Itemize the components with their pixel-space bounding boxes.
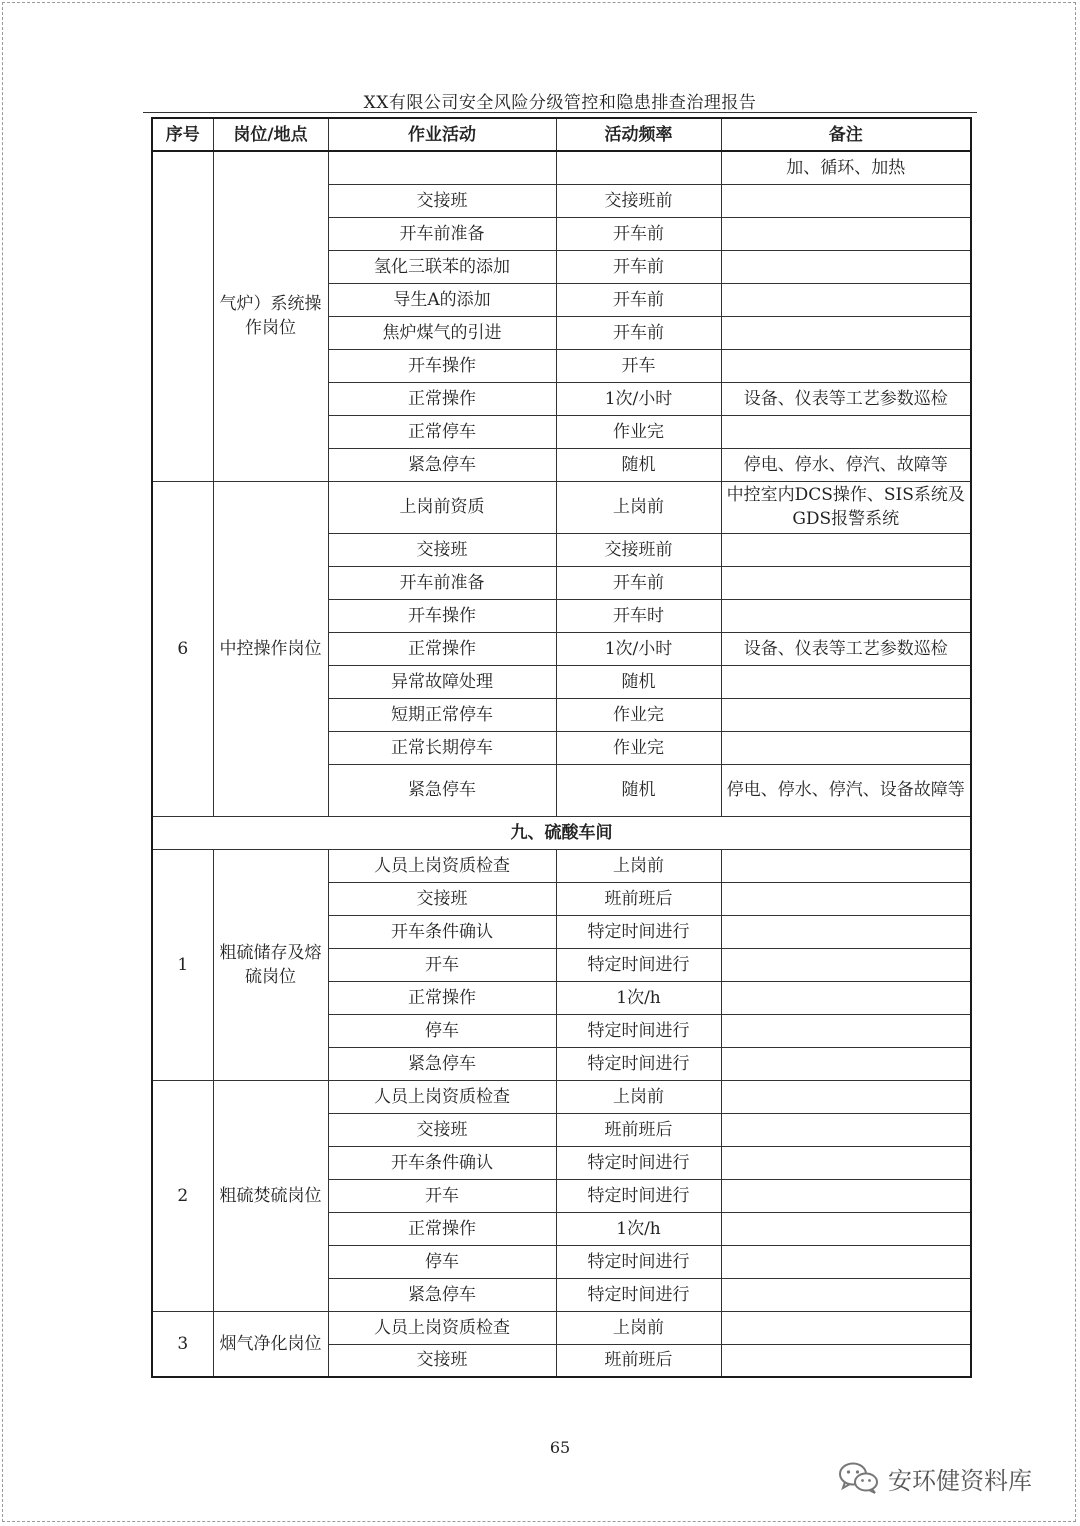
page-number: 65 (549, 1438, 571, 1457)
frequency-cell: 1次/小时 (556, 632, 721, 665)
activity-cell: 交接班 (328, 184, 556, 217)
document-title: XX有限公司安全风险分级管控和隐患排查治理报告 (363, 93, 757, 113)
frequency-cell: 开车 (556, 349, 721, 382)
frequency-cell: 特定时间进行 (556, 1278, 721, 1311)
note-cell (721, 665, 971, 698)
note-cell: 加、循环、加热 (721, 151, 971, 184)
frequency-cell: 随机 (556, 448, 721, 481)
note-cell (721, 1311, 971, 1344)
activity-cell: 正常长期停车 (328, 731, 556, 764)
note-cell: 中控室内DCS操作、SIS系统及GDS报警系统 (721, 481, 971, 533)
frequency-cell: 交接班前 (556, 184, 721, 217)
note-cell (721, 599, 971, 632)
note-cell (721, 882, 971, 915)
section-heading-row (152, 816, 971, 849)
post-location-cell: 粗硫焚硫岗位 (213, 1080, 328, 1311)
serial-number-cell: 1 (152, 849, 213, 1080)
watermark (838, 1460, 1032, 1496)
note-cell: 设备、仪表等工艺参数巡检 (721, 632, 971, 665)
activity-cell: 交接班 (328, 533, 556, 566)
activity-cell: 开车前准备 (328, 566, 556, 599)
frequency-cell: 作业完 (556, 415, 721, 448)
frequency-cell: 班前班后 (556, 1113, 721, 1146)
activity-cell: 焦炉煤气的引进 (328, 316, 556, 349)
frequency-cell: 随机 (556, 665, 721, 698)
note-cell (721, 1146, 971, 1179)
activity-cell: 开车 (328, 948, 556, 981)
column-header: 序号 (152, 118, 213, 151)
activity-cell: 正常操作 (328, 632, 556, 665)
table-row (152, 849, 971, 882)
table-row (152, 151, 971, 184)
frequency-cell: 班前班后 (556, 882, 721, 915)
activity-cell: 交接班 (328, 1344, 556, 1377)
post-location-cell: 中控操作岗位 (213, 481, 328, 816)
frequency-cell: 开车时 (556, 599, 721, 632)
frequency-cell: 作业完 (556, 698, 721, 731)
frequency-cell: 开车前 (556, 250, 721, 283)
frequency-cell: 1次/h (556, 1212, 721, 1245)
frequency-cell: 特定时间进行 (556, 1014, 721, 1047)
frequency-cell: 特定时间进行 (556, 1146, 721, 1179)
post-location-cell: 粗硫储存及熔硫岗位 (213, 849, 328, 1080)
activity-cell: 紧急停车 (328, 448, 556, 481)
note-cell (721, 533, 971, 566)
table-row (152, 481, 971, 533)
frequency-cell: 特定时间进行 (556, 1245, 721, 1278)
activity-cell: 交接班 (328, 882, 556, 915)
note-cell (721, 1047, 971, 1080)
frequency-cell: 特定时间进行 (556, 1047, 721, 1080)
note-cell (721, 1344, 971, 1377)
note-cell (721, 981, 971, 1014)
note-cell (721, 1212, 971, 1245)
activity-cell: 停车 (328, 1014, 556, 1047)
frequency-cell: 交接班前 (556, 533, 721, 566)
activity-cell: 导生A的添加 (328, 283, 556, 316)
frequency-cell: 上岗前 (556, 481, 721, 533)
activity-cell: 开车条件确认 (328, 915, 556, 948)
frequency-cell: 上岗前 (556, 849, 721, 882)
watermark-text: 安环健资料库 (888, 1466, 1032, 1495)
note-cell (721, 1179, 971, 1212)
table-row (152, 1080, 971, 1113)
frequency-cell: 开车前 (556, 283, 721, 316)
activity-cell: 正常停车 (328, 415, 556, 448)
note-cell (721, 316, 971, 349)
frequency-cell: 作业完 (556, 731, 721, 764)
activity-cell: 交接班 (328, 1113, 556, 1146)
column-header: 活动频率 (556, 118, 721, 151)
post-location-cell: 烟气净化岗位 (213, 1311, 328, 1377)
note-cell (721, 1113, 971, 1146)
note-cell (721, 1080, 971, 1113)
frequency-cell (556, 151, 721, 184)
header-rule (143, 112, 977, 113)
activity-cell: 紧急停车 (328, 1047, 556, 1080)
note-cell: 停电、停水、停汽、设备故障等 (721, 764, 971, 816)
table-header-row (152, 118, 971, 151)
serial-number-cell (152, 151, 213, 481)
note-cell (721, 915, 971, 948)
frequency-cell: 开车前 (556, 566, 721, 599)
column-header: 备注 (721, 118, 971, 151)
serial-number-cell: 6 (152, 481, 213, 816)
activity-cell (328, 151, 556, 184)
note-cell (721, 948, 971, 981)
note-cell (721, 415, 971, 448)
frequency-cell: 特定时间进行 (556, 948, 721, 981)
activity-cell: 正常操作 (328, 1212, 556, 1245)
activity-cell: 紧急停车 (328, 1278, 556, 1311)
wechat-icon (838, 1461, 880, 1495)
note-cell (721, 566, 971, 599)
activity-cell: 短期正常停车 (328, 698, 556, 731)
post-location-cell: 气炉）系统操作岗位 (213, 151, 328, 481)
activity-cell: 氢化三联苯的添加 (328, 250, 556, 283)
note-cell: 停电、停水、停汽、故障等 (721, 448, 971, 481)
note-cell (721, 698, 971, 731)
frequency-cell: 班前班后 (556, 1344, 721, 1377)
note-cell: 设备、仪表等工艺参数巡检 (721, 382, 971, 415)
frequency-cell: 1次/h (556, 981, 721, 1014)
frequency-cell: 特定时间进行 (556, 1179, 721, 1212)
section-title: 九、硫酸车间 (152, 816, 971, 849)
activity-cell: 紧急停车 (328, 764, 556, 816)
activity-cell: 开车操作 (328, 349, 556, 382)
note-cell (721, 250, 971, 283)
column-header: 作业活动 (328, 118, 556, 151)
note-cell (721, 1014, 971, 1047)
frequency-cell: 上岗前 (556, 1080, 721, 1113)
note-cell (721, 849, 971, 882)
frequency-cell: 特定时间进行 (556, 915, 721, 948)
table-row (152, 1311, 971, 1344)
note-cell (721, 1245, 971, 1278)
activity-cell: 停车 (328, 1245, 556, 1278)
activity-cell: 异常故障处理 (328, 665, 556, 698)
frequency-cell: 上岗前 (556, 1311, 721, 1344)
activity-cell: 上岗前资质 (328, 481, 556, 533)
note-cell (721, 731, 971, 764)
activity-cell: 开车条件确认 (328, 1146, 556, 1179)
note-cell (721, 1278, 971, 1311)
activity-cell: 人员上岗资质检查 (328, 1080, 556, 1113)
frequency-cell: 随机 (556, 764, 721, 816)
risk-activity-table (151, 117, 972, 1378)
column-header: 岗位/地点 (213, 118, 328, 151)
activity-cell: 人员上岗资质检查 (328, 849, 556, 882)
activity-cell: 开车 (328, 1179, 556, 1212)
note-cell (721, 349, 971, 382)
frequency-cell: 开车前 (556, 217, 721, 250)
note-cell (721, 217, 971, 250)
frequency-cell: 1次/小时 (556, 382, 721, 415)
activity-cell: 开车前准备 (328, 217, 556, 250)
serial-number-cell: 2 (152, 1080, 213, 1311)
activity-cell: 人员上岗资质检查 (328, 1311, 556, 1344)
activity-cell: 正常操作 (328, 382, 556, 415)
activity-cell: 开车操作 (328, 599, 556, 632)
note-cell (721, 283, 971, 316)
activity-cell: 正常操作 (328, 981, 556, 1014)
note-cell (721, 184, 971, 217)
serial-number-cell: 3 (152, 1311, 213, 1377)
frequency-cell: 开车前 (556, 316, 721, 349)
